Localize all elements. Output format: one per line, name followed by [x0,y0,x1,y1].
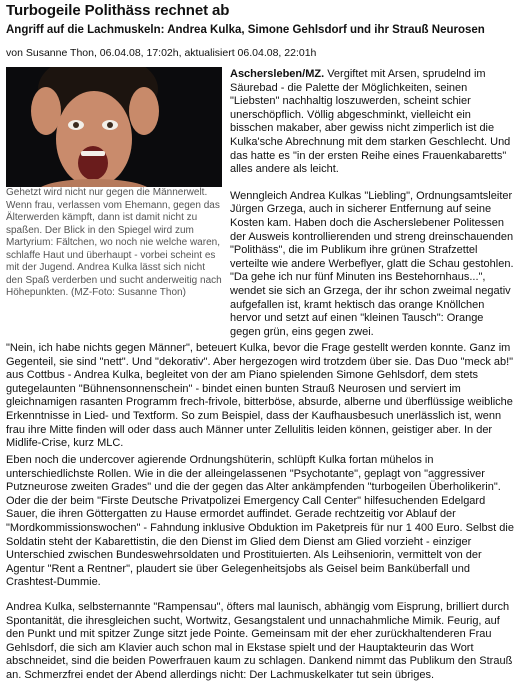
body-paragraph-3: "Nein, ich habe nichts gegen Männer", beteuert Kulka, bevor die Frage gestellt werden konnte. Ganz im Gegenteil, sie sind "nett". Und "dekorativ". Aber hergezogen wird trotzdem über sie. Das Duo "meck ab!" aus Cottbus - Andrea Kulka, begleitet von der am Piano spielenden Simone Gehlsdorf, dem stets gutegelaunten "Bühnensonnenschein" - bindet einen bunten Strauß Neurosen und serviert im gleichnamigen rasanten Programm frech-frivole, bitterböse, absurde, alberne und überflüssige weibliche Erkenntnisse in Lied- und Textform. So zum Beispiel, dass der Kaufhausbesuch unerlässlich ist, wenn frau ihre Mitte finden will oder dass auch Männer unter Zellulitis leiden können, geistiger aber. In der Midlife-Crise, kurz MLC. [6,342,514,450]
photo-caption: Gehetzt wird nicht nur gegen die Männerwelt. Wenn frau, verlassen vom Ehemann, gegen das Älterwerden kämpft, dann ist damit nicht zu spaßen. Der Blick in den Spiegel wird zum Martyrium: Fältchen, wo noch nie welche waren, schlaffe Haut und überhaupt - vorbei scheint es mit der Jugend. Andrea Kulka lässt sich nicht den Spaß verderben und sucht anderweitig nach Höhepunkten. (MZ-Foto: Susanne Thon) [6,187,222,298]
body-paragraph-5: Andrea Kulka, selbsternannte "Rampensau", öfters mal launisch, abhängig vom Eisprung, brilliert durch Spontanität, die ihresgleichen sucht, Wortwitz, Gesangstalent und unnachahmliche Mimik. Feurig, auf den Punkt und mit spitzer Zunge sitzt jede Pointe. Gemeinsam mit der eher zurückhaltenderen Frau Gehlsdorf, die sich am Klavier auch schon mal in Ekstase spielt und der Hauptakteurin das Wort abschneidet, sind die beiden Powerfrauen kaum zu schlagen. Dankend nimmt das Publikum den Strauß an. Schmerzfrei endet der Abend allerdings nicht: Der Lachmuskelkater tut sein übriges. [6,601,513,681]
body-paragraph-2: Wenngleich Andrea Kulkas "Liebling", Ordnungsamtsleiter Jürgen Grzega, auch in sicherer Entfernung auf seine Kosten kam. Haben doch die Ascherslebener Politessen der Ausweis kontrollierenden und streng dreinschauenden "Polithäss", die im Publikum ihre grünen Strafzettel verteilte wie andere Werbeflyer, glatt die Schau gestohlen. "Da gehe ich nur fünf Minuten ins Bestehornhaus...", wendet sie sich an Grzega, der ihr schon zweimal negativ aufgefallen ist, kramt hektisch das orange Knöllchen hervor und setzt auf einen "kleinen Tausch": Orange gegen grün, eins gegen zwei. [230,189,514,338]
performer-photo-illustration [6,67,222,187]
lead-paragraph [230,68,516,177]
lead-text: Vergiftet mit Arsen, sprudelnd im Säurebad - die Palette der Möglichkeiten, seinen "Liebsten" nachhaltig loszuwerden, scheint schier unerschöpflich. Völlig abgeschminkt, vielleicht ein bisschen makaber, aber gewiss nicht zimperlich ist die Kulka'sche Abrechnung mit dem starken Geschlecht. Und das hatte es "in der ersten Reihe eines Frauenkabaretts" alles andere als leicht. [230,68,511,176]
article-intro-column [230,68,516,352]
body-paragraph-4: Eben noch die undercover agierende Ordnungshüterin, schlüpft Kulka fortan mühelos in unterschiedlichste Rollen. Wie in die der alleingelassenen "Psychotante", geplagt von "aggressiver Putzneurose zweiten Grades" und die der gegen das Alter ankämpfenden "turbogeilen Überholikerin". Oder die der beim "Firste Deutsche Privatpolizei Emergency Call Center" hilfesuchenden Edelgard Sauer, die ihren Göttergatten zu Hause ermordet auffindet. Gerade rechtzeitig vor Ablauf der "Mordkommissionswochen" - Fahndung inklusive Obduktion im Paketpreis für nur 1 400 Euro. Selbst die Soldatin steht der Kabarettistin, die den Dienst im Glied dem Dienst am Glied vorzieht - einziger Unterschied zwischen Bundeswehrsoldaten und Prostituierten. Als Leihseniorin, vermittelt von der Agentur "Rent a Rentner", plaudert sie über Gelegenheitsjobs als Geisel beim Banküberfall und Crashtest-Dummie. [6,454,514,589]
dateline: Aschersleben/MZ. [230,68,325,80]
article-title: Turbogeile Polithäss rechnet ab [6,2,230,19]
article-byline: von Susanne Thon, 06.04.08, 17:02h, aktualisiert 06.04.08, 22:01h [6,47,317,59]
article-photo [6,67,222,187]
article-subtitle: Angriff auf die Lachmuskeln: Andrea Kulka, Simone Gehlsdorf und ihr Strauß Neurosen [6,24,485,36]
